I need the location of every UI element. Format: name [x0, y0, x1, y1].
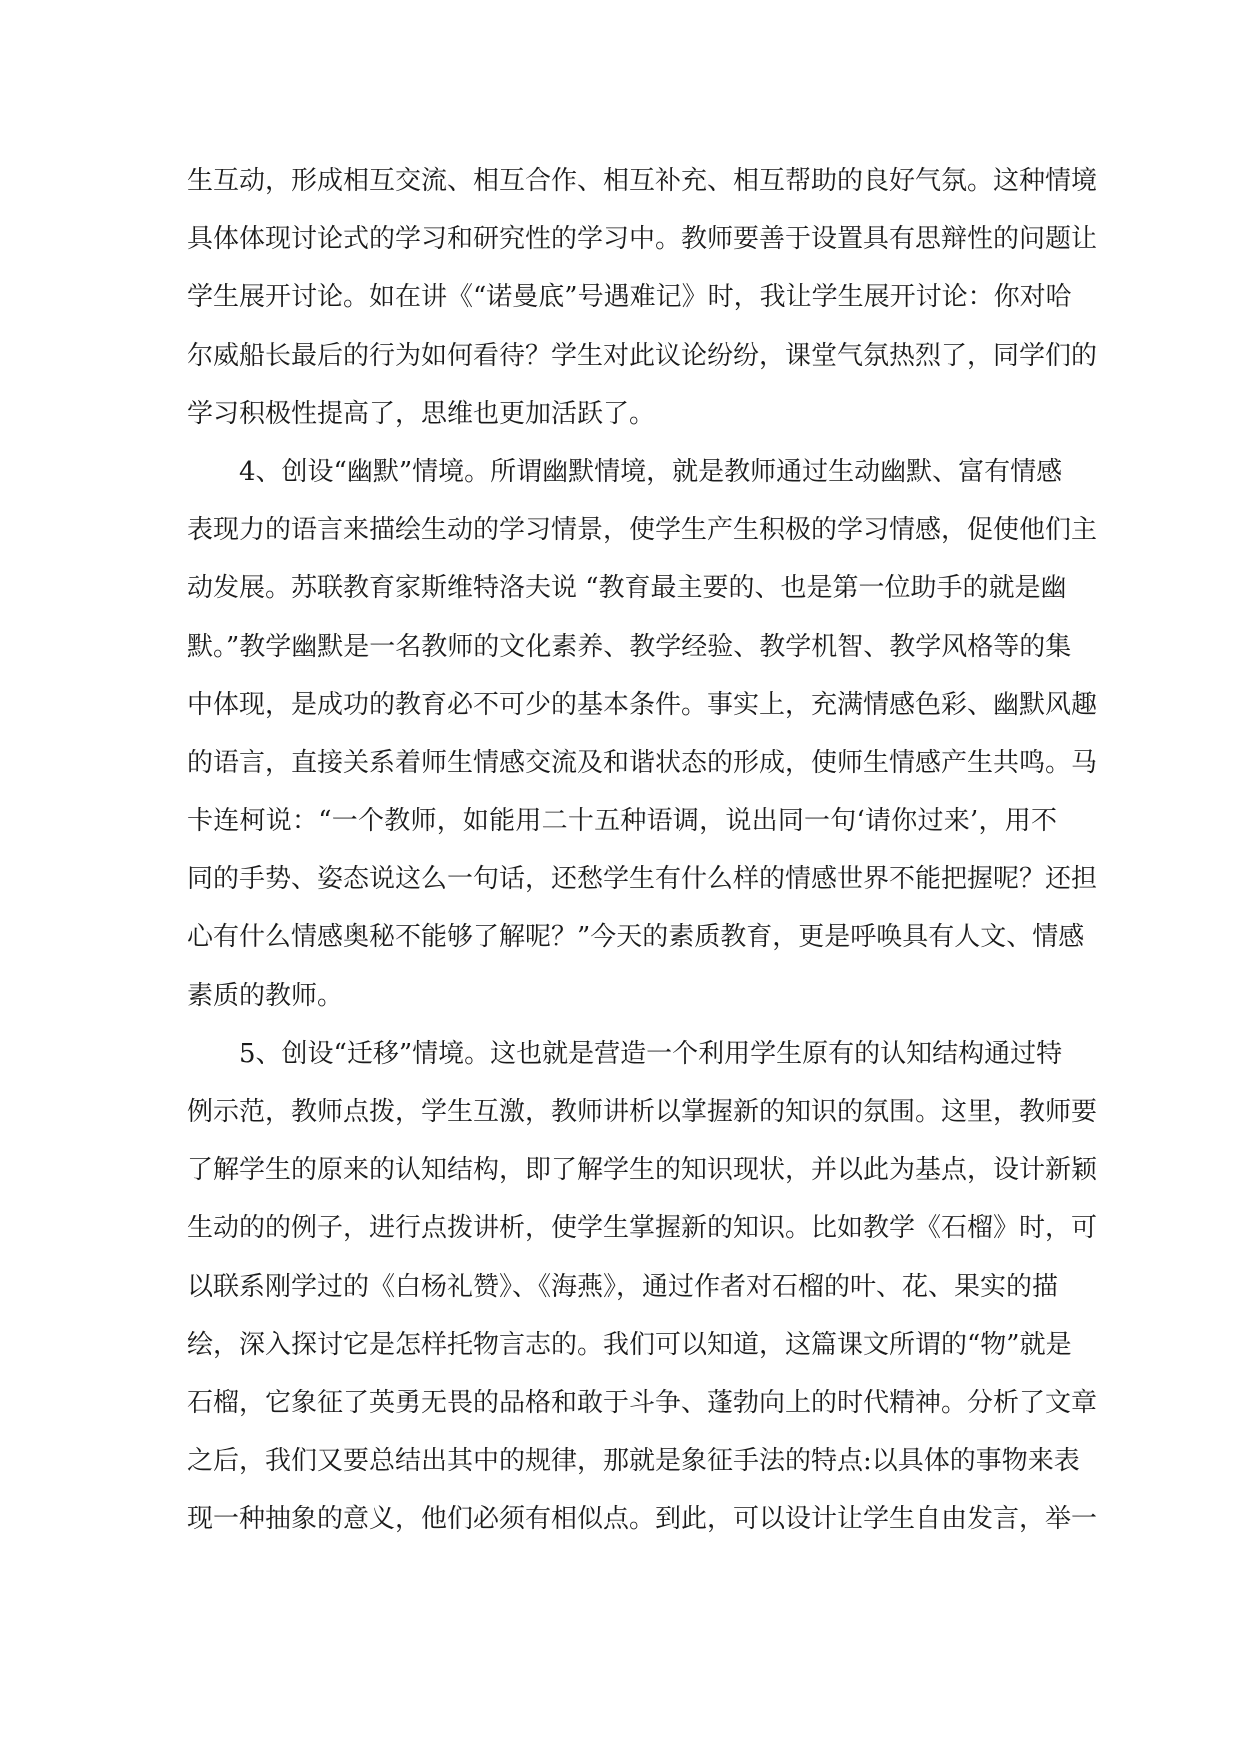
- text-line: 中体现，是成功的教育必不可少的基本条件。事实上，充满情感色彩、幽默风趣: [187, 689, 1098, 720]
- text-line: 学生展开讨论。如在讲《“诺曼底”号遇难记》时，我让学生展开讨论：你对哈: [187, 282, 1072, 313]
- text-line: 了解学生的原来的认知结构，即了解学生的知识现状，并以此为基点，设计新颖: [187, 1155, 1098, 1186]
- text-line: 尔威船长最后的行为如何看待？学生对此议论纷纷，课堂气氛热烈了，同学们的: [187, 340, 1098, 371]
- paragraph-continued: [187, 152, 1098, 443]
- text-line: 石榴，它象征了英勇无畏的品格和敢于斗争、蓬勃向上的时代精神。分析了文章: [187, 1387, 1098, 1418]
- text-line: 同的手势、姿态说这么一句话，还愁学生有什么样的情感世界不能把握呢？还担: [187, 864, 1098, 895]
- text-line: 4、创设“幽默”情境。所谓幽默情境，就是教师通过生动幽默、富有情感: [239, 456, 1063, 487]
- text-line: 现一种抽象的意义，他们必须有相似点。到此，可以设计让学生自由发言，举一: [187, 1504, 1098, 1535]
- text-line: 生互动，形成相互交流、相互合作、相互补充、相互帮助的良好气氛。这种情境: [187, 166, 1098, 196]
- text-line: 的语言，直接关系着师生情感交流及和谐状态的形成，使师生情感产生共鸣。马: [187, 747, 1098, 778]
- text-line: 具体体现讨论式的学习和研究性的学习中。教师要善于设置具有思辩性的问题让: [187, 224, 1098, 255]
- text-line: 之后，我们又要总结出其中的规律，那就是象征手法的特点:以具体的事物来表: [187, 1446, 1080, 1477]
- text-line: 绘，深入探讨它是怎样托物言志的。我们可以知道，这篇课文所谓的“物”就是: [187, 1329, 1072, 1360]
- text-line: 生动的的例子，进行点拨讲析，使学生掌握新的知识。比如教学《石榴》时，可: [187, 1213, 1098, 1244]
- paragraph-humor-situation: [187, 443, 1098, 1025]
- text-line: 动发展。苏联教育家斯维特洛夫说 “教育最主要的、也是第一位助手的就是幽: [187, 573, 1067, 604]
- text-line: 5、创设“迁移”情境。这也就是营造一个利用学生原有的认知结构通过特: [239, 1038, 1063, 1069]
- text-line: 表现力的语言来描绘生动的学习情景，使学生产生积极的学习情感，促使他们主: [187, 515, 1098, 546]
- text-line: 例示范，教师点拨，学生互激，教师讲析以掌握新的知识的氛围。这里，教师要: [187, 1097, 1098, 1127]
- text-line: 默。”教学幽默是一名教师的文化素养、教学经验、教学机智、教学风格等的集: [187, 631, 1072, 662]
- text-line: 学习积极性提高了，思维也更加活跃了。: [187, 398, 656, 429]
- document-page: [187, 152, 1098, 1549]
- text-line: 心有什么情感奥秘不能够了解呢？”今天的素质教育，更是呼唤具有人文、情感: [187, 922, 1085, 953]
- text-line: 素质的教师。: [187, 980, 344, 1011]
- text-line: 以联系刚学过的《白杨礼赞》、《海燕》，通过作者对石榴的叶、花、果实的描: [187, 1271, 1059, 1302]
- paragraph-transfer-situation: [187, 1025, 1098, 1549]
- text-line: 卡连柯说：“一个教师，如能用二十五种语调，说出同一句‘请你过来’，用不: [187, 806, 1057, 837]
